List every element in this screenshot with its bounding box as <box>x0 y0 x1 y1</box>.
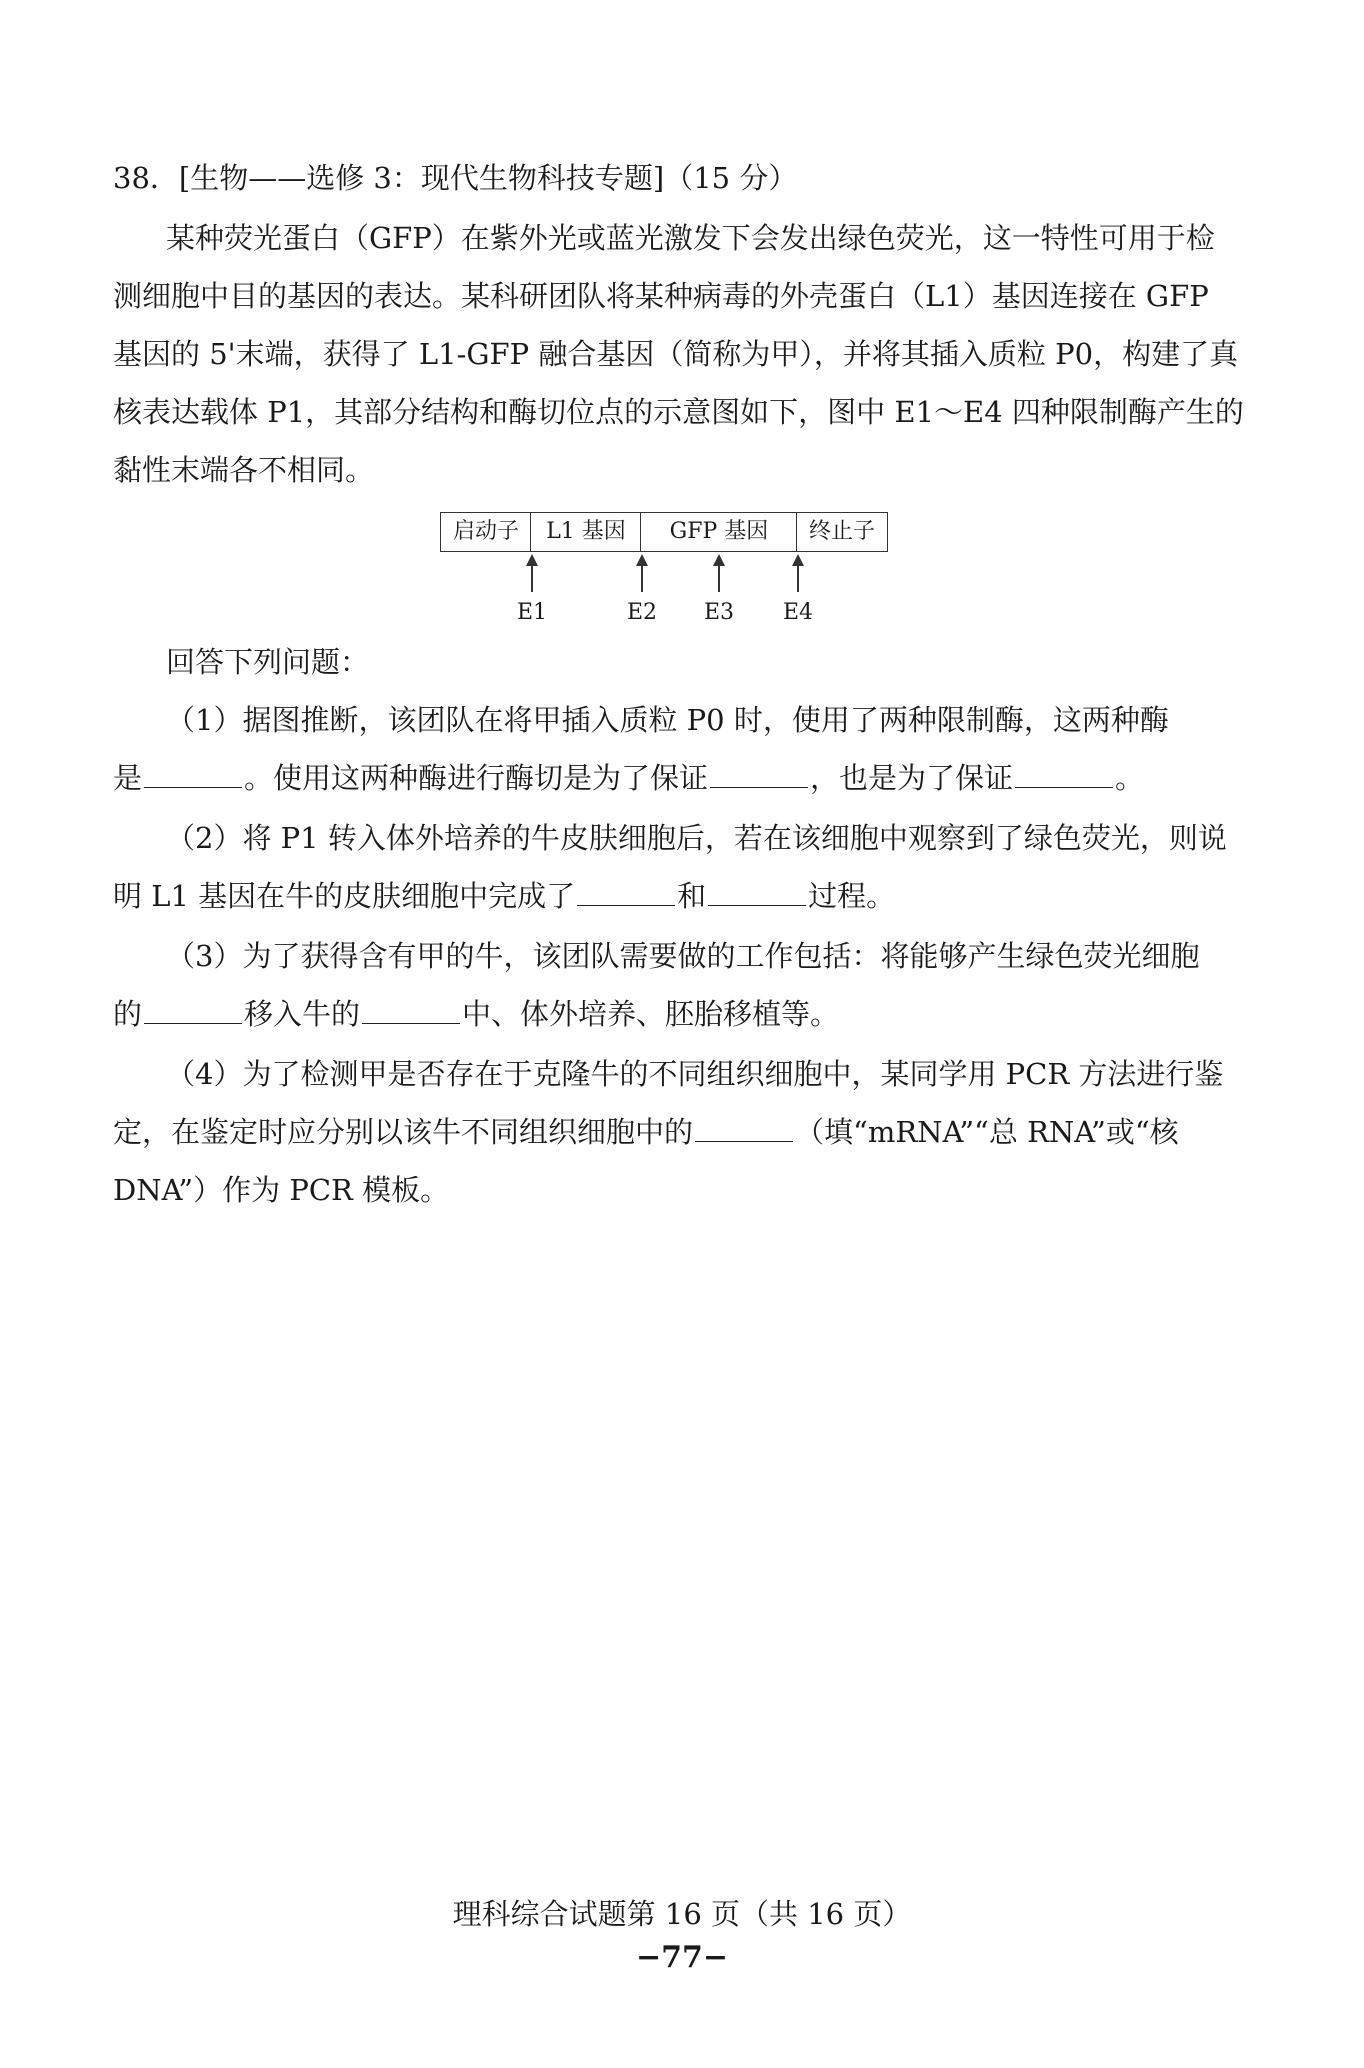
q3-blank-1[interactable] <box>144 999 242 1024</box>
q1-line-2 <box>113 758 1144 798</box>
site-e4-arrow <box>797 562 799 592</box>
page-footer: 理科综合试题第 16 页（共 16 页） <box>452 1897 912 1931</box>
q1-text-b: 。使用这两种酶进行酶切是为了保证 <box>244 761 709 795</box>
site-e2-arrow <box>641 562 643 592</box>
q4-line-2 <box>113 1112 1179 1152</box>
intro-line-4: 核表达载体 P1，其部分结构和酶切位点的示意图如下，图中 E1～E4 四种限制酶产生的 <box>113 395 1244 429</box>
q4-line-3: DNA”）作为 PCR 模板。 <box>113 1173 450 1207</box>
q1-blank-3[interactable] <box>1015 763 1113 788</box>
q1-line-1: （1）据图推断，该团队在将甲插入质粒 P0 时，使用了两种限制酶，这两种酶 <box>166 703 1169 737</box>
q1-blank-2[interactable] <box>710 763 808 788</box>
q4-line-1: （4）为了检测甲是否存在于克隆牛的不同组织细胞中，某同学用 PCR 方法进行鉴 <box>166 1057 1224 1091</box>
q3-line-1: （3）为了获得含有甲的牛，该团队需要做的工作包括：将能够产生绿色荧光细胞 <box>166 939 1200 973</box>
q2-text-a: 明 L1 基因在牛的皮肤细胞中完成了 <box>113 879 576 913</box>
q2-blank-2[interactable] <box>708 881 806 906</box>
q3-text-b: 移入牛的 <box>244 997 361 1031</box>
q1-text-d: 。 <box>1115 761 1145 795</box>
q1-text-a: 是 <box>113 761 143 795</box>
terminator-box: 终止子 <box>796 512 888 552</box>
site-e4-label: E4 <box>782 600 814 625</box>
site-e2-label: E2 <box>626 600 658 625</box>
intro-line-5: 黏性末端各不相同。 <box>113 453 375 487</box>
q4-text-a: 定，在鉴定时应分别以该牛不同组织细胞中的 <box>113 1115 694 1149</box>
q2-line-1: （2）将 P1 转入体外培养的牛皮肤细胞后，若在该细胞中观察到了绿色荧光，则说 <box>166 821 1227 855</box>
q2-text-c: 过程。 <box>808 879 896 913</box>
site-e1-label: E1 <box>516 600 548 625</box>
q3-text-c: 中、体外培养、胚胎移植等。 <box>462 997 840 1031</box>
q3-blank-2[interactable] <box>362 999 460 1024</box>
question-header: 38．[生物——选修 3：现代生物科技专题]（15 分） <box>113 161 798 195</box>
q1-text-c: ，也是为了保证 <box>810 761 1014 795</box>
l1-gene-box: L1 基因 <box>530 512 642 552</box>
site-e1-arrow <box>531 562 533 592</box>
intro-line-3: 基因的 5'末端，获得了 L1-GFP 融合基因（简称为甲），并将其插入质粒 P0，构建了真 <box>113 337 1239 371</box>
site-e3-arrow <box>718 562 720 592</box>
page-number: −77− <box>635 1940 729 1975</box>
intro-line-1: 某种荧光蛋白（GFP）在紫外光或蓝光激发下会发出绿色荧光，这一特性可用于检 <box>166 221 1215 255</box>
q2-blank-1[interactable] <box>577 881 675 906</box>
q3-line-2 <box>113 994 839 1034</box>
intro-line-2: 测细胞中目的基因的表达。某科研团队将某种病毒的外壳蛋白（L1）基因连接在 GFP <box>113 279 1209 313</box>
gfp-gene-box: GFP 基因 <box>640 512 798 552</box>
q4-blank-1[interactable] <box>695 1117 793 1142</box>
q3-text-a: 的 <box>113 997 143 1031</box>
q2-line-2 <box>113 876 895 916</box>
q1-blank-1[interactable] <box>144 763 242 788</box>
q4-text-b: （填“mRNA”“总 RNA”或“核 <box>795 1115 1179 1149</box>
site-e3-label: E3 <box>703 600 735 625</box>
promoter-box: 启动子 <box>440 512 532 552</box>
prompt-text: 回答下列问题： <box>166 645 370 679</box>
q2-text-b: 和 <box>677 879 707 913</box>
vector-diagram <box>440 512 910 632</box>
